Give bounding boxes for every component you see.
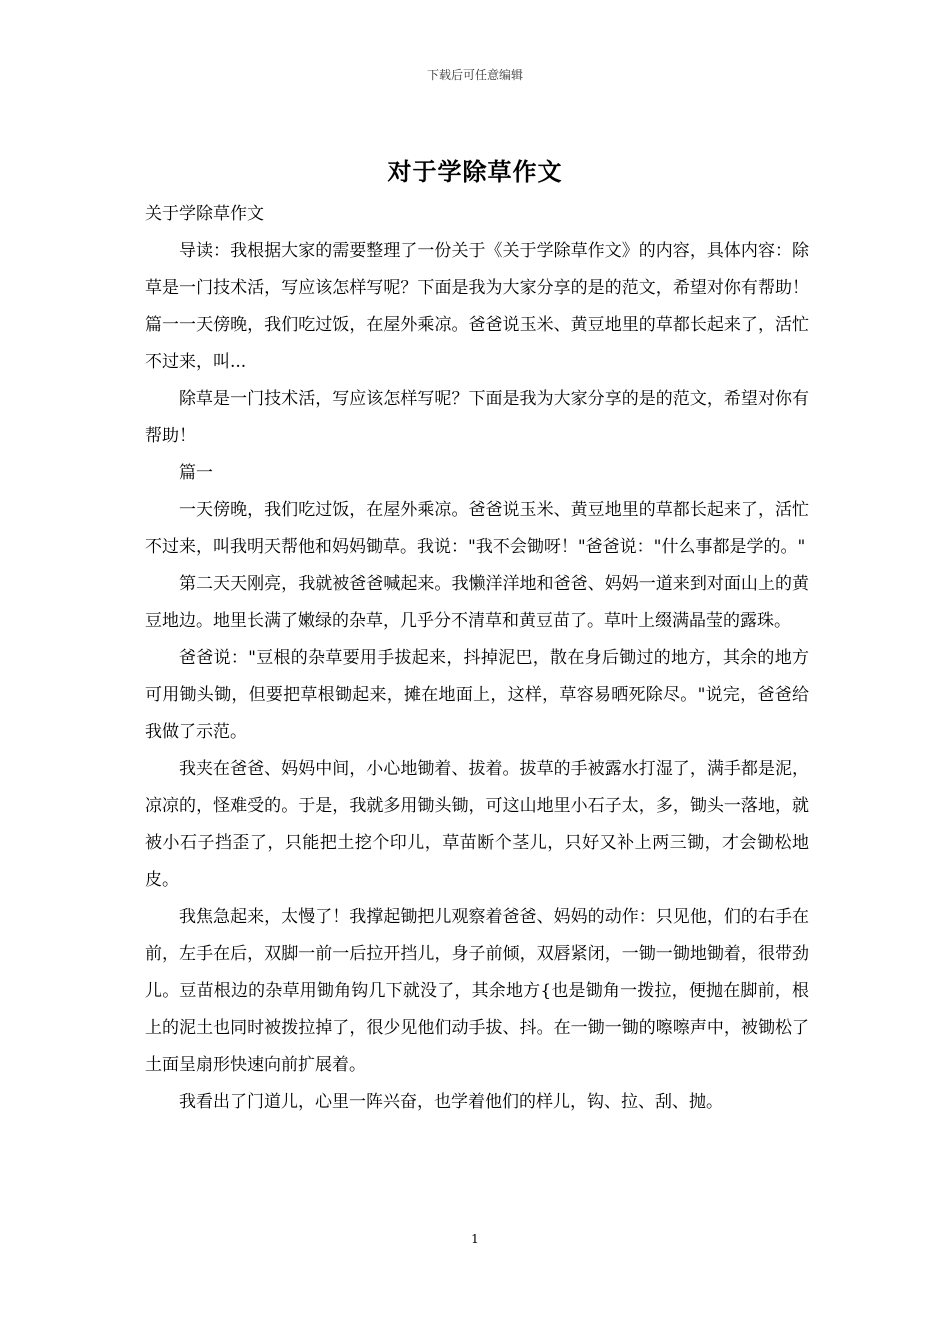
section-heading: 篇一 (179, 463, 213, 483)
document-body (145, 196, 809, 1121)
document-title: 对于学除草作文 (387, 157, 563, 186)
header-note: 下载后可任意编辑 (426, 68, 523, 82)
paragraph: 爸爸说："豆根的杂草要用手拔起来，抖掉泥巴，散在身后锄过的地方，其余的地方可用锄头锄，但要把草根锄起来，摊在地面上，这样，草容易晒死除尽。"说完，爸爸给我做了示范。 (145, 648, 809, 742)
paragraph: 一天傍晚，我们吃过饭，在屋外乘凉。爸爸说玉米、黄豆地里的草都长起来了，活忙不过来，叫我明天帮他和妈妈锄草。我说："我不会锄呀！"爸爸说："什么事都是学的。" (145, 500, 809, 557)
paragraph-intro: 导读：我根据大家的需要整理了一份关于《关于学除草作文》的内容，具体内容：除草是一门技术活，写应该怎样写呢？下面是我为大家分享的是的范文，希望对你有帮助！篇一一天傍晚，我们吃过饭，在屋外乘凉。爸爸说玉米、黄豆地里的草都长起来了，活忙不过来，叫... (145, 241, 809, 372)
paragraph: 我夹在爸爸、妈妈中间，小心地锄着、拔着。拔草的手被露水打湿了，满手都是泥，凉凉的，怪难受的。于是，我就多用锄头锄，可这山地里小石子太，多，锄头一落地，就被小石子挡歪了，只能把土挖个印儿，草苗断个茎儿，只好又补上两三锄，才会锄松地皮。 (145, 759, 809, 890)
paragraph: 除草是一门技术活，写应该怎样写呢？下面是我为大家分享的是的范文，希望对你有帮助！ (145, 389, 809, 446)
document-subtitle: 关于学除草作文 (145, 204, 264, 224)
paragraph: 我焦急起来，太慢了！我撑起锄把儿观察着爸爸、妈妈的动作：只见他，们的右手在前，左手在后，双脚一前一后拉开挡儿，身子前倾，双唇紧闭，一锄一锄地锄着，很带劲儿。豆苗根边的杂草用锄角钩几下就没了，其余地方{也是锄角一拨拉，便抛在脚前，根上的泥土也同时被拨拉掉了，很少见他们动手拔、抖。在一锄一锄的嚓嚓声中，被锄松了土面呈扇形快速向前扩展着。 (145, 907, 809, 1075)
paragraph: 第二天天刚亮，我就被爸爸喊起来。我懒洋洋地和爸爸、妈妈一道来到对面山上的黄豆地边。地里长满了嫩绿的杂草，几乎分不清草和黄豆苗了。草叶上缀满晶莹的露珠。 (145, 574, 809, 631)
paragraph: 我看出了门道儿，心里一阵兴奋，也学着他们的样儿，钩、拉、刮、抛。 (179, 1092, 723, 1112)
page-number: 1 (471, 1232, 479, 1246)
